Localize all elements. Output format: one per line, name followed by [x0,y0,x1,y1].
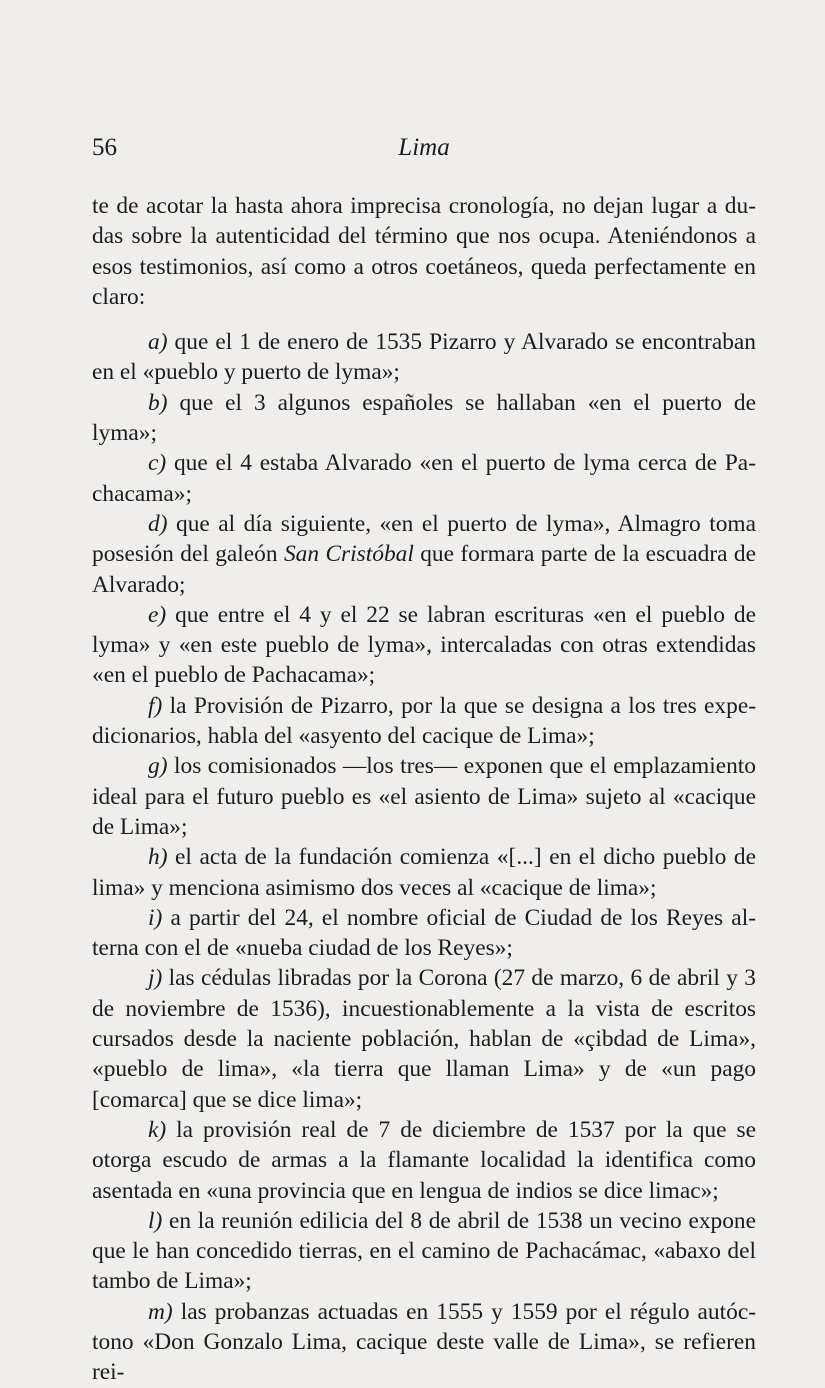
item-letter: a) [148,329,168,356]
body-text [92,191,756,1388]
item-letter: l) [148,1207,163,1234]
list-item-h [92,842,756,903]
list-item-k [92,1115,756,1206]
list-item-f [92,691,756,752]
page-header [92,130,756,170]
item-letter: i) [148,904,163,931]
item-letter: f) [148,692,163,719]
list-item-c [92,448,756,509]
intro-paragraph: te de acotar la hasta ahora imprecisa cronología, no dejan lugar a dudas sobre la autenticidad del término que nos ocupa. Ateniéndonos a esos testimonios, así como a otros coetáneos, queda perfectamente en claro: [92,193,756,310]
item-text: que al día siguiente, «en el puerto de lyma», Almagro toma posesión del galeón [92,510,756,568]
item-text: a partir del 24, el nombre oficial de Ciudad de los Reyes alterna con el de «nueba ciudad de los Reyes»; [92,904,756,962]
list-item-j [92,963,756,1114]
ship-name: San Cristóbal [283,541,414,568]
item-text: la provisión real de 7 de diciembre de 1537 por la que se otorga escudo de armas a la flamante localidad la identifica como asentada en «una provincia que en lengua de indios se dice limac»; [92,1116,756,1204]
item-text: la Provisión de Pizarro, por la que se designa a los tres expedicionarios, habla del «asyento del cacique de Lima»; [92,692,756,750]
list-item-g [92,751,756,842]
item-text: en la reunión edilicia del 8 de abril de 1538 un vecino expone que le han concedido tierras, en el camino de Pachacámac, «abaxo del tambo de Lima»; [92,1207,756,1295]
running-title: Lima [398,134,450,161]
list-item-e [92,600,756,691]
item-letter: c) [148,450,167,477]
item-letter: m) [148,1298,173,1325]
item-text: que formara parte de la escuadra de Alvarado; [92,541,756,598]
list-item-l [92,1206,756,1297]
item-text: que el 1 de enero de 1535 Pizarro y Alvarado se encontraban en el «pueblo y puerto de lyma»; [92,329,756,386]
item-letter: h) [148,844,168,871]
item-text: las probanzas actuadas en 1555 y 1559 por el régulo autóctono «Don Gonzalo Lima, cacique deste valle de Lima», se refieren rei- [92,1298,756,1386]
list-item-i [92,903,756,964]
list-item-a [92,327,756,388]
item-letter: g) [148,753,168,780]
item-letter: j) [148,965,163,992]
item-text: que entre el 4 y el 22 se labran escrituras «en el pueblo de lyma» y «en este pueblo de lyma», intercaladas con otras extendidas «en el pueblo de Pachacama»; [92,601,756,689]
page-number: 56 [92,134,117,161]
item-text: el acta de la fundación comienza «[...] en el dicho pueblo de lima» y menciona asimismo dos veces al «cacique de lima»; [92,844,756,901]
list-item-b [92,388,756,449]
item-text: los comisionados —los tres— exponen que el emplazamiento ideal para el futuro pueblo es «el asiento de Lima» sujeto al «cacique de Lima»; [92,753,756,840]
item-text: que el 4 estaba Alvarado «en el puerto de lyma cerca de Pachacama»; [92,450,756,507]
list-item-m [92,1297,756,1388]
list-item-d [92,509,756,600]
item-letter: d) [148,510,168,537]
item-letter: e) [148,601,167,628]
item-text: que el 3 algunos españoles se hallaban «en el puerto de lyma»; [92,389,756,447]
item-letter: k) [148,1116,167,1143]
item-letter: b) [148,389,168,416]
item-text: las cédulas libradas por la Corona (27 de marzo, 6 de abril y 3 de noviembre de 1536), incuestionablemente a la vista de escritos cursados desde la naciente población, hablan de «çibdad de Lima», «pueblo de lima», «la tierra que llaman Lima» y de «un pago [comarca] que se dice lima»; [92,965,756,1113]
